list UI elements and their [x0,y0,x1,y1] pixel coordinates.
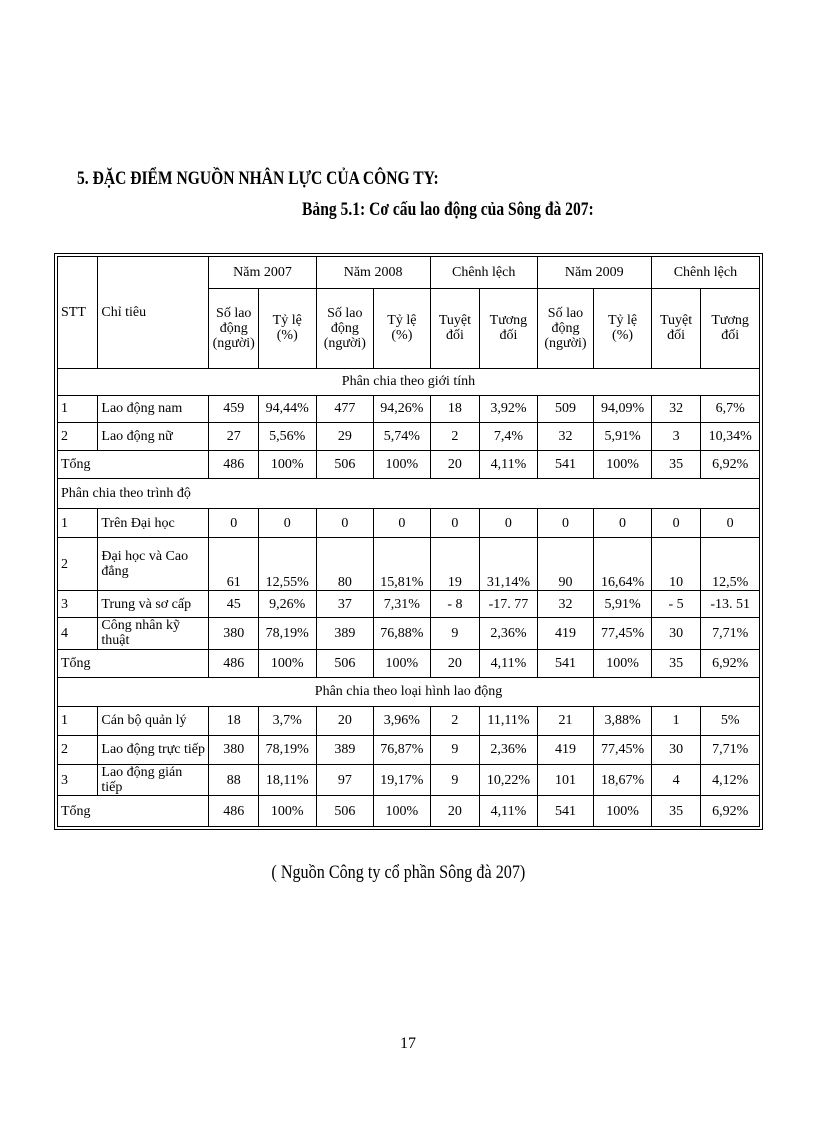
row-value: 32 [537,423,594,451]
row-label: Trên Đại học [98,508,209,538]
total-value: 506 [316,450,374,479]
row-value: 1 [651,706,700,736]
row-value: 30 [651,617,700,649]
row-label: Công nhân kỹ thuật [98,617,209,649]
row-stt: 1 [58,508,98,538]
row-value: 12,55% [258,538,316,591]
header-ty-le-2007: Tỷ lệ (%) [258,288,316,369]
row-value: 477 [316,395,374,423]
table-row [58,764,760,796]
total-label: Tổng [58,450,209,479]
row-value: 90 [537,538,594,591]
row-value: 78,19% [258,736,316,765]
table-row [58,423,760,451]
section-row [58,678,760,707]
row-value: 29 [316,423,374,451]
header-tuyet-doi-1: Tuyệt đối [430,288,479,369]
row-value: 389 [316,736,374,765]
row-value: 10,34% [701,423,760,451]
row-value: 18,67% [594,764,652,796]
header-ty-le-2008: Tỷ lệ (%) [374,288,431,369]
section-row [58,479,760,509]
row-stt: 3 [58,764,98,796]
row-value: 5,91% [594,423,652,451]
row-stt: 3 [58,591,98,618]
total-value: 35 [651,796,700,827]
total-row [58,649,760,678]
header-chi-tieu: Chỉ tiêu [98,257,209,369]
row-value: 94,44% [258,395,316,423]
row-value: 18 [209,706,258,736]
row-value: 380 [209,736,258,765]
row-value: 7,71% [701,736,760,765]
row-value: 459 [209,395,258,423]
header-row-years [58,257,760,289]
row-value: 37 [316,591,374,618]
row-value: 0 [537,508,594,538]
row-value: 5,91% [594,591,652,618]
row-value: 9,26% [258,591,316,618]
row-value: 0 [480,508,538,538]
row-value: 7,71% [701,617,760,649]
total-value: 35 [651,649,700,678]
section-heading: 5. ĐẶC ĐIỂM NGUỒN NHÂN LỰC CỦA CÔNG TY: [77,168,439,189]
header-year-2008: Năm 2008 [316,257,430,289]
row-value: 9 [430,617,479,649]
total-value: 100% [258,450,316,479]
row-value: 101 [537,764,594,796]
row-value: 9 [430,736,479,765]
row-stt: 1 [58,706,98,736]
table-row [58,706,760,736]
header-year-2009: Năm 2009 [537,257,651,289]
row-value: 3,7% [258,706,316,736]
row-value: 31,14% [480,538,538,591]
row-value: 4,12% [701,764,760,796]
total-value: 486 [209,649,258,678]
row-value: 9 [430,764,479,796]
row-label: Lao động nữ [98,423,209,451]
row-value: - 5 [651,591,700,618]
total-value: 20 [430,649,479,678]
table-caption [0,199,816,221]
header-so-ld-2007: Số lao động (người) [209,288,258,369]
row-value: 77,45% [594,617,652,649]
total-value: 100% [258,649,316,678]
row-value: 419 [537,617,594,649]
total-value: 486 [209,450,258,479]
row-value: 32 [537,591,594,618]
source-note [0,862,816,884]
header-diff-1: Chênh lệch [430,257,537,289]
total-value: 541 [537,450,594,479]
total-value: 541 [537,796,594,827]
header-tuong-doi-2: Tương đối [701,288,760,369]
row-value: 3 [651,423,700,451]
row-value: 11,11% [480,706,538,736]
row-value: 0 [258,508,316,538]
total-row [58,796,760,827]
total-label: Tổng [58,649,209,678]
total-value: 4,11% [480,450,538,479]
row-value: -13. 51 [701,591,760,618]
row-value: -17. 77 [480,591,538,618]
header-so-ld-2009: Số lao động (người) [537,288,594,369]
row-value: 5,56% [258,423,316,451]
section-level: Phân chia theo trình độ [58,479,760,509]
row-value: 16,64% [594,538,652,591]
table-row [58,395,760,423]
row-value: 80 [316,538,374,591]
header-ty-le-2009: Tỷ lệ (%) [594,288,652,369]
row-value: 0 [430,508,479,538]
table-row [58,591,760,618]
row-value: 7,4% [480,423,538,451]
row-stt: 2 [58,538,98,591]
row-value: 45 [209,591,258,618]
total-value: 486 [209,796,258,827]
row-value: 27 [209,423,258,451]
total-value: 100% [374,649,431,678]
row-stt: 2 [58,736,98,765]
section-gender: Phân chia theo giới tính [58,369,760,396]
total-value: 4,11% [480,796,538,827]
total-value: 4,11% [480,649,538,678]
total-label: Tổng [58,796,209,827]
row-value: 7,31% [374,591,431,618]
row-value: 78,19% [258,617,316,649]
row-value: - 8 [430,591,479,618]
row-value: 0 [701,508,760,538]
table-row [58,538,760,591]
total-value: 541 [537,649,594,678]
total-row [58,450,760,479]
row-value: 509 [537,395,594,423]
row-value: 2,36% [480,736,538,765]
row-value: 389 [316,617,374,649]
page-number: 17 [400,1035,416,1052]
row-value: 94,09% [594,395,652,423]
row-value: 5% [701,706,760,736]
row-value: 18 [430,395,479,423]
source-note-text: ( Nguồn Công ty cổ phần Sông đà 207) [271,862,525,883]
row-value: 61 [209,538,258,591]
header-tuong-doi-1: Tương đối [480,288,538,369]
row-value: 19 [430,538,479,591]
row-label: Lao động trực tiếp [98,736,209,765]
total-value: 6,92% [701,649,760,678]
row-label: Trung và sơ cấp [98,591,209,618]
row-value: 419 [537,736,594,765]
total-value: 506 [316,649,374,678]
header-year-2007: Năm 2007 [209,257,316,289]
header-stt: STT [58,257,98,369]
row-value: 76,88% [374,617,431,649]
row-stt: 4 [58,617,98,649]
row-value: 19,17% [374,764,431,796]
row-value: 32 [651,395,700,423]
row-label: Cán bộ quản lý [98,706,209,736]
row-value: 3,88% [594,706,652,736]
row-value: 77,45% [594,736,652,765]
row-value: 76,87% [374,736,431,765]
row-stt: 1 [58,395,98,423]
total-value: 20 [430,796,479,827]
total-value: 100% [594,796,652,827]
row-value: 15,81% [374,538,431,591]
section-type: Phân chia theo loại hình lao động [58,678,760,707]
row-value: 0 [594,508,652,538]
row-value: 18,11% [258,764,316,796]
row-value: 0 [316,508,374,538]
total-value: 506 [316,796,374,827]
header-tuyet-doi-2: Tuyệt đối [651,288,700,369]
row-value: 88 [209,764,258,796]
total-value: 100% [374,796,431,827]
row-value: 0 [209,508,258,538]
total-value: 35 [651,450,700,479]
total-value: 100% [374,450,431,479]
header-so-ld-2008: Số lao động (người) [316,288,374,369]
table-row [58,736,760,765]
row-value: 2 [430,423,479,451]
table-row [58,508,760,538]
total-value: 20 [430,450,479,479]
row-label: Lao động nam [98,395,209,423]
row-value: 5,74% [374,423,431,451]
row-value: 0 [651,508,700,538]
row-value: 2 [430,706,479,736]
labor-structure-table [57,256,760,827]
total-value: 100% [594,649,652,678]
row-label: Đại học và Cao đẳng [98,538,209,591]
row-value: 97 [316,764,374,796]
total-value: 6,92% [701,450,760,479]
row-value: 3,96% [374,706,431,736]
section-row [58,369,760,396]
row-value: 30 [651,736,700,765]
row-label: Lao động gián tiếp [98,764,209,796]
row-value: 380 [209,617,258,649]
row-value: 20 [316,706,374,736]
row-value: 10,22% [480,764,538,796]
row-stt: 2 [58,423,98,451]
row-value: 6,7% [701,395,760,423]
row-value: 94,26% [374,395,431,423]
row-value: 10 [651,538,700,591]
row-value: 3,92% [480,395,538,423]
total-value: 100% [594,450,652,479]
row-value: 2,36% [480,617,538,649]
row-value: 4 [651,764,700,796]
row-value: 12,5% [701,538,760,591]
header-diff-2: Chênh lệch [651,257,759,289]
row-value: 21 [537,706,594,736]
row-value: 0 [374,508,431,538]
table-caption-text: Bảng 5.1: Cơ cấu lao động của Sông đà 207: [302,199,594,220]
total-value: 100% [258,796,316,827]
table-row [58,617,760,649]
total-value: 6,92% [701,796,760,827]
